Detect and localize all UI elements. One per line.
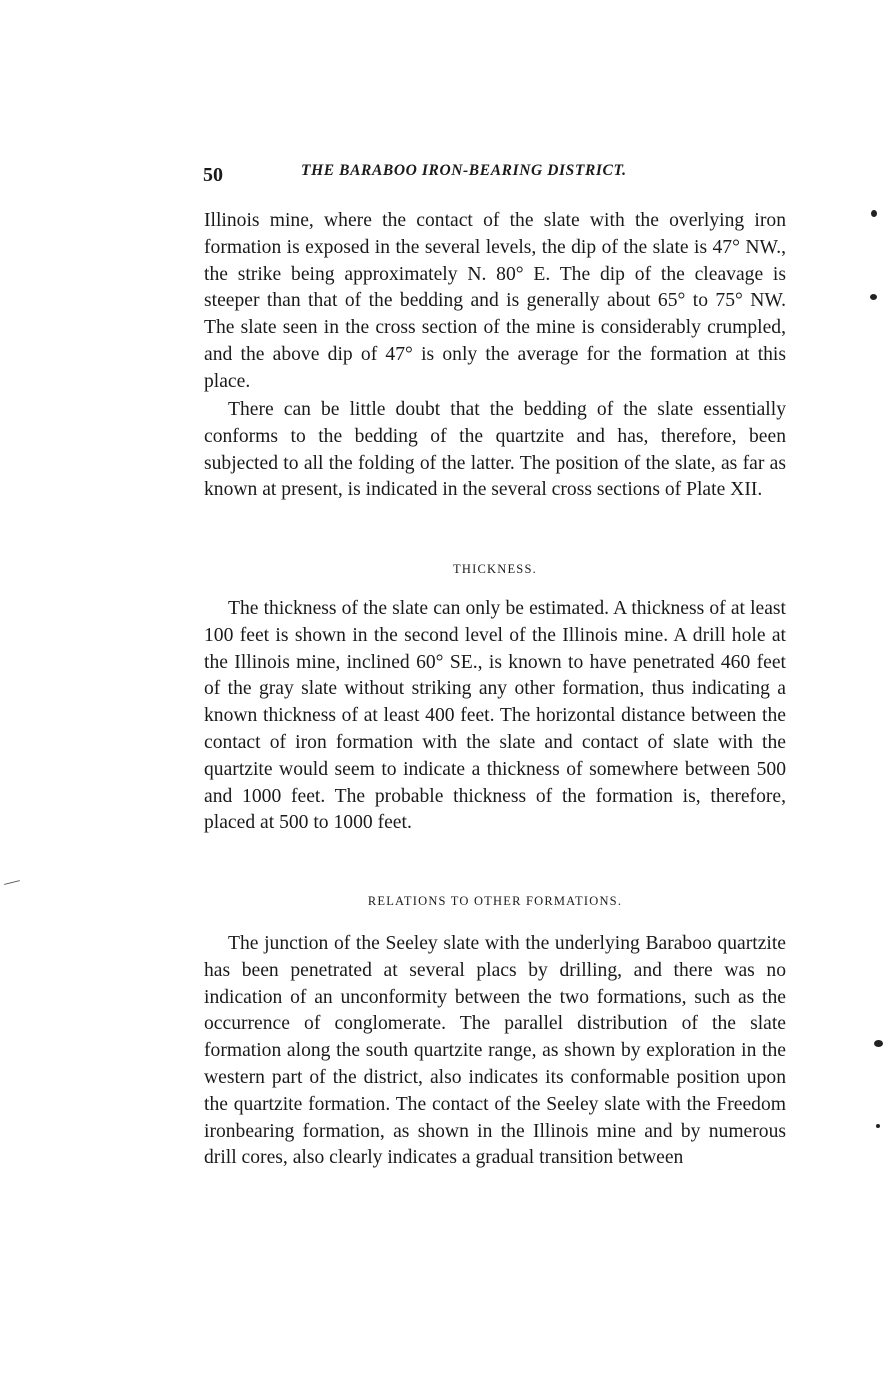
margin-scratch [4, 880, 20, 885]
heading-relations: RELATIONS TO OTHER FORMATIONS. [367, 894, 623, 908]
paragraph-relations: The junction of the Seeley slate with the underlying Baraboo quartzite has been penetrated at several placs by drilling, and there was no indication of an unconformity between the two formations, such as the occurrence of conglomerate. The parallel distribution of the slate formation along the south quartzite range, as shown by exploration in the western part of the district, also indicates its conformable position upon the quartzite formation. The contact of the Seeley slate with the Freedom ironbearing formation, as shown in the Illinois mine and by numerous drill cores, also clearly indicates a gradual transition between [204, 933, 786, 1169]
paragraph-slate-bedding: There can be little doubt that the bedding of the slate essentially conforms to the bedding of the quartzite and has, therefore, been subjected to all the folding of the latter. The position of the slate, as far as known at present, is indicated in the several cross sections of Plate XII. [204, 399, 786, 501]
paragraph-thickness: The thickness of the slate can only be estimated. A thickness of at least 100 feet is shown in the second level of the Illinois mine. A drill hole at the Illinois mine, inclined 60° SE., is known to have penetrated 460 feet of the gray slate without striking any other formation, thus indicating a known thickness of at least 400 feet. The horizontal distance between the contact of iron formation with the slate and contact of slate with the quartzite would seem to indicate a thickness of somewhere between 500 and 1000 feet. The probable thickness of the formation is, therefore, placed at 500 to 1000 feet. [204, 598, 786, 834]
margin-speck-2 [870, 294, 877, 300]
running-title: THE BARABOO IRON-BEARING DISTRICT. [301, 162, 627, 179]
page-number: 50 [203, 164, 223, 186]
heading-thickness: THICKNESS. [453, 562, 537, 576]
margin-speck-1 [871, 210, 877, 217]
margin-speck-4 [876, 1124, 880, 1128]
paragraph-slate-dip: Illinois mine, where the contact of the slate with the overlying iron formation is exposed in the several levels, the dip of the slate is 47° NW., the strike being approximately N. 80° E. The dip of the cleavage is steeper than that of the bedding and is generally about 65° to 75° NW. The slate seen in the cross section of the mine is considerably crumpled, and the above dip of 47° is only the average for the formation at this place. [204, 210, 786, 392]
running-head [203, 160, 788, 190]
margin-speck-3 [874, 1040, 883, 1047]
